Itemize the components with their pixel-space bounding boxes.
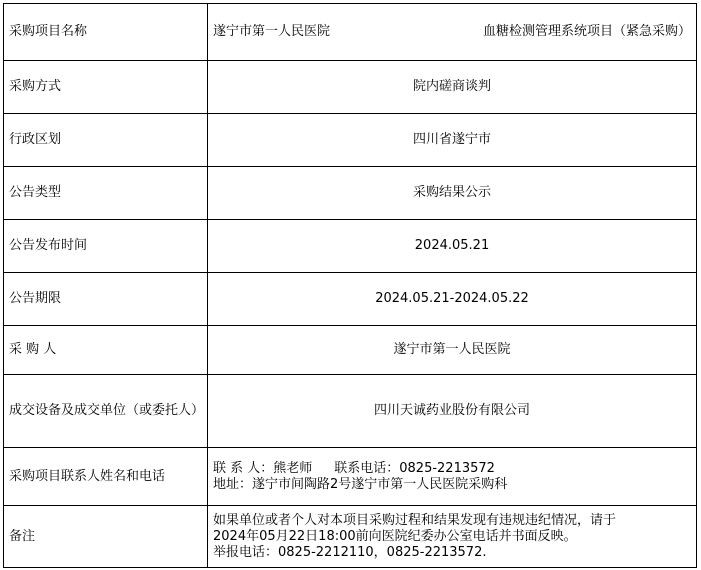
row-contact — [4, 448, 697, 506]
method-label: 采购方式 — [4, 61, 208, 114]
region-label: 行政区划 — [4, 114, 208, 167]
publish-time-value: 2024.05.21 — [208, 220, 697, 273]
row-method — [4, 61, 697, 114]
row-notice-type — [4, 167, 697, 220]
row-purchaser — [4, 326, 697, 375]
remarks-value — [208, 506, 697, 568]
contact-address: 地址：遂宁市间陶路2号遂宁市第一人民医院采购科 — [213, 476, 508, 492]
contact-label: 采购项目联系人姓名和电话 — [4, 448, 208, 506]
contact-phone: 联系电话：0825-2213572 — [334, 460, 495, 476]
remarks-line-3: 举报电话：0825-2212110，0825-2213572. — [213, 544, 487, 560]
row-project-name — [4, 4, 697, 61]
row-period — [4, 273, 697, 326]
winner-value: 四川天诚药业股份有限公司 — [208, 375, 697, 448]
region-value: 四川省遂宁市 — [208, 114, 697, 167]
contact-value — [208, 448, 697, 506]
notice-type-value: 采购结果公示 — [208, 167, 697, 220]
row-region — [4, 114, 697, 167]
purchaser-value: 遂宁市第一人民医院 — [208, 326, 697, 375]
project-hospital: 遂宁市第一人民医院 — [213, 24, 331, 39]
contact-person-line — [213, 461, 691, 477]
row-publish-time — [4, 220, 697, 273]
method-value: 院内磋商谈判 — [208, 61, 697, 114]
notice-type-label: 公告类型 — [4, 167, 208, 220]
purchaser-label: 采 购 人 — [4, 326, 208, 375]
publish-time-label: 公告发布时间 — [4, 220, 208, 273]
project-name-label: 采购项目名称 — [4, 4, 208, 61]
row-remarks — [4, 506, 697, 568]
project-name-split — [213, 24, 691, 40]
contact-person: 联 系 人：熊老师 — [213, 460, 313, 476]
period-value: 2024.05.21-2024.05.22 — [208, 273, 697, 326]
remarks-line-1: 如果单位或者个人对本项目采购过程和结果发现有违规违纪情况，请于 — [213, 512, 617, 528]
period-label: 公告期限 — [4, 273, 208, 326]
procurement-result-table — [3, 3, 697, 568]
winner-label: 成交设备及成交单位（或委托人） — [4, 375, 208, 448]
row-winner — [4, 375, 697, 448]
project-name-value — [208, 4, 697, 61]
remarks-label: 备注 — [4, 506, 208, 568]
project-title: 血糖检测管理系统项目（紧急采购） — [482, 24, 691, 39]
remarks-line-2: 2024年05月22日18:00前向医院纪委办公室电话并书面反映。 — [213, 528, 577, 544]
